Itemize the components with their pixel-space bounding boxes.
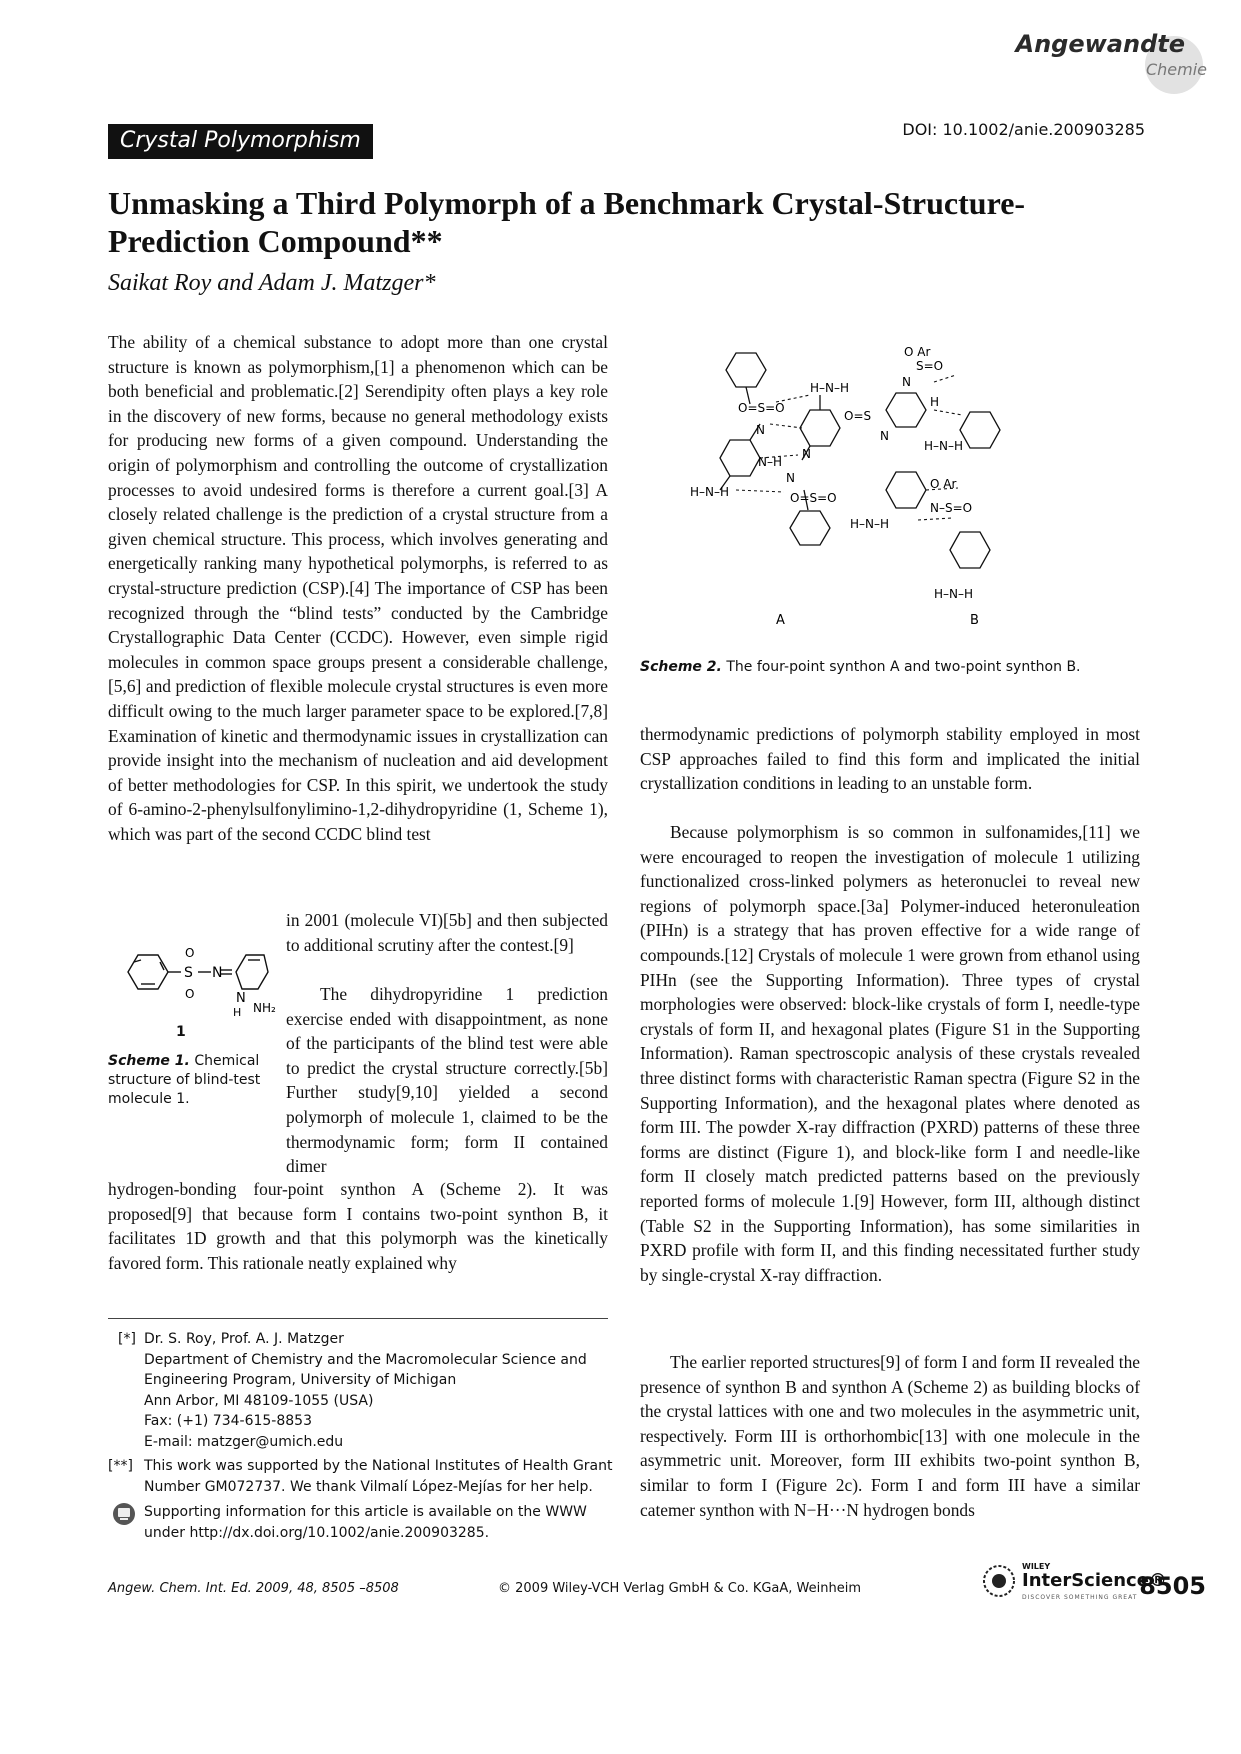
publisher-tagline: DISCOVER SOMETHING GREAT [1022, 1594, 1138, 1601]
computer-icon [110, 1502, 138, 1526]
scheme1-caption [108, 1052, 268, 1109]
benzene-ring [790, 511, 830, 545]
svg-text:N: N [802, 447, 811, 461]
section-tag: Crystal Polymorphism [108, 124, 373, 159]
body-right-paragraph-1: thermodynamic predictions of polymorph stability employed in most CSP approaches failed to find this form and implicated the initial crystallization conditions in leading to an unstable form. [640, 724, 1140, 794]
pyridine-ring [800, 410, 840, 446]
footnote-line: Engineering Program, University of Michigan [144, 1372, 457, 1388]
body-left-paragraph-2-cont: hydrogen-bonding four-point synthon A (Scheme 2). It was proposed[9] that because form I contains two-point synthon B, it facilitates 1D growth and that this polymorph was the kinetically favored form. This rationale neatly explained why [108, 1179, 608, 1273]
footnote-mark-2: [**] [108, 1458, 133, 1474]
svg-text:O=S=O: O=S=O [738, 401, 785, 415]
scheme1-structure [108, 940, 276, 1030]
pyridine-ring [950, 532, 990, 568]
scheme2-caption [640, 658, 1140, 677]
scheme2-caption-label: Scheme 2. [640, 659, 722, 675]
svg-text:O Ar: O Ar [904, 345, 931, 359]
pyridine-ring [960, 412, 1000, 448]
scheme1-caption-text: Chemical structure of blind-test molecule 1. [108, 1053, 261, 1107]
publisher-small: WILEY [1022, 1562, 1051, 1571]
footnote-email[interactable]: E-mail: matzger@umich.edu [144, 1433, 344, 1450]
svg-text:H–N–H: H–N–H [850, 517, 890, 531]
svg-text:H–N–H: H–N–H [690, 485, 730, 499]
svg-text:H–N–H: H–N–H [810, 381, 850, 395]
svg-text:H–N–H: H–N–H [924, 439, 964, 453]
svg-text:H–N–H: H–N–H [934, 587, 974, 601]
footnote-line: Department of Chemistry and the Macromolecular Science and [144, 1351, 587, 1368]
scheme1-caption-label: Scheme 1. [108, 1053, 190, 1069]
body-right-paragraph-3: The earlier reported structures[9] of form I and form II revealed the presence of synthon B and synthon A (Scheme 2) as building blocks of the crystal lattices with one and two molecules in the asymmetric unit, respectively. Form III is orthorhombic[13] with one molecule in the asymmetric unit. Moreover, form III exhibits two-point synthon B, similar to form I (Figure 2c). Form I and form III have a similar catemer synthon with N−H···N hydrogen bonds [640, 1352, 1140, 1520]
body-left-paragraph-2: The dihydropyridine 1 prediction exercise ended with disappointment, as none of the participants of the blind test were able to predict the crystal structure correctly.[5b] Further study[9,10] yielded a second polymorph of molecule 1, claimed to be the thermodynamic form; form II contained dimer [286, 984, 608, 1177]
footnote-mark-1: [*] [118, 1331, 136, 1347]
svg-text:O=S: O=S [844, 409, 872, 423]
body-right-paragraph-2: Because polymorphism is so common in sulfonamides,[11] we were encouraged to reopen the investigation of molecule 1 utilizing functionalized cross-linked polymers as heteronuclei to reveal new regions of polymorph space.[3a] Polymer-induced heteronuleation (PIHn) is a strategy that has proven effective for a wide range of compounds.[12] Crystals of molecule 1 were grown from ethanol using PIHn (see the Supporting Information). Three types of crystal morphologies were observed: block-like crystals of form I, needle-type crystals of form II, and hexagonal plates (Figure S1 in the Supporting Information). Raman spectroscopic analysis of these crystals revealed three distinct forms with characteristic Raman spectra (Figure S2 in the Supporting Information), and the hexagonal plates where denoted as form III. The powder X-ray diffraction (PXRD) patterns of these three forms are distinct (Figure 1), and block-like form I and needle-like form II closely match predicted patterns based on the previously reported forms of molecule 1.[9] However, form III, although distinct (Table S2 in the Supporting Information), has some similarities in PXRD profile with form II, and this finding necessitated further study by single-crystal X-ray diffraction. [640, 822, 1140, 1285]
svg-text:H: H [930, 395, 940, 409]
svg-text:N–H: N–H [758, 455, 782, 469]
svg-text:N: N [902, 375, 911, 389]
pyridine-ring [720, 440, 760, 476]
footnote-line: This work was supported by the National Institutes of Health Grant [144, 1458, 613, 1474]
footnote-line: Fax: (+1) 734-615-8853 [144, 1413, 312, 1429]
scheme1-label: 1 [176, 1024, 186, 1040]
doi[interactable]: DOI: 10.1002/anie.200903285 [902, 120, 1145, 139]
sulfur-atom: S [184, 965, 193, 981]
scheme2-label-b: B [970, 613, 979, 628]
footer-citation: Angew. Chem. Int. Ed. 2009, 48, 8505 –8508 [108, 1581, 399, 1596]
benzene-ring [726, 353, 766, 387]
journal-logo [1015, 30, 1211, 90]
scheme2-caption-text: The four-point synthon A and two-point synthon B. [726, 659, 1081, 675]
publisher-name: InterScience® [1022, 1570, 1167, 1591]
page-number: 8505 [1139, 1572, 1206, 1600]
globe-icon [980, 1562, 1018, 1600]
footer-copyright: © 2009 Wiley-VCH Verlag GmbH & Co. KGaA, Weinheim [498, 1581, 862, 1596]
svg-text:O: O [185, 987, 195, 1001]
svg-text:NH₂: NH₂ [253, 1001, 276, 1015]
svg-text:N: N [212, 965, 223, 981]
authors: Saikat Roy and Adam J. Matzger* [108, 270, 436, 296]
svg-text:H: H [233, 1006, 242, 1019]
body-left-paragraph-1-cont: in 2001 (molecule VI)[5b] and then subjected to additional scrutiny after the contest.[9] [286, 910, 608, 955]
supporting-info-link[interactable]: under http://dx.doi.org/10.1002/anie.200903285. [144, 1524, 490, 1541]
article-title: Unmasking a Third Polymorph of a Benchmark Crystal-Structure-Prediction Compound** [108, 185, 1026, 259]
footnote-rule [108, 1318, 608, 1319]
svg-text:N: N [236, 991, 246, 1006]
footnote-line: Supporting information for this article is available on the WWW [144, 1504, 587, 1520]
footnote-line: Number GM072737. We thank Vilmalí López-Mejías for her help. [144, 1478, 593, 1495]
svg-text:O Ar: O Ar [930, 477, 957, 491]
svg-text:O=S=O: O=S=O [790, 491, 837, 505]
svg-text:O: O [185, 946, 195, 960]
svg-text:N–S=O: N–S=O [930, 501, 973, 515]
logo-text-chemie: Chemie [1145, 60, 1207, 79]
scheme2-figure [690, 340, 1090, 640]
pyridine-ring [886, 472, 926, 508]
svg-text:N: N [756, 423, 765, 437]
svg-text:N: N [786, 471, 795, 485]
scheme2-label-a: A [776, 613, 785, 628]
svg-text:N: N [880, 429, 889, 443]
svg-text:S=O: S=O [916, 359, 944, 373]
footnote-line: Ann Arbor, MI 48109-1055 (USA) [144, 1392, 374, 1409]
footnote-line: Dr. S. Roy, Prof. A. J. Matzger [144, 1331, 344, 1347]
logo-text-angewandte: Angewandte [1015, 30, 1185, 58]
body-left-paragraph-1: The ability of a chemical substance to adopt more than one crystal structure is known as polymorphism,[1] a phenomenon which can be both beneficial and problematic.[2] Serendipity often plays a key role in the discovery of new forms, because no general methodology exists for producing new forms of a given compound. Understanding the origin of polymorphism and controlling the outcome of crystallization processes to avoid undesired forms is therefore a current goal.[3] A closely related challenge is the prediction of a crystal structure from a given chemical structure. This process, which involves generating and energetically ranking many hypothetical polymorphs, is referred to as crystal-structure prediction (CSP).[4] The importance of CSP has been recognized through the “blind tests” conducted by the Cambridge Crystallographic Data Center (CCDC). However, even simple rigid molecules in common space groups present a considerable challenge,[5,6] and prediction of flexible molecule crystal structures is even more difficult owing to the much larger parameter space to be explored.[7,8] Examination of kinetic and thermodynamic issues in crystallization can provide insight into the mechanism of nucleation and aid development of better methodologies for CSP. In this spirit, we undertook the study of 6-amino-2-phenylsulfonylimino-1,2-dihydropyridine (1, Scheme 1), which was part of the second CCDC blind test [108, 332, 608, 844]
benzene-ring [886, 393, 926, 427]
